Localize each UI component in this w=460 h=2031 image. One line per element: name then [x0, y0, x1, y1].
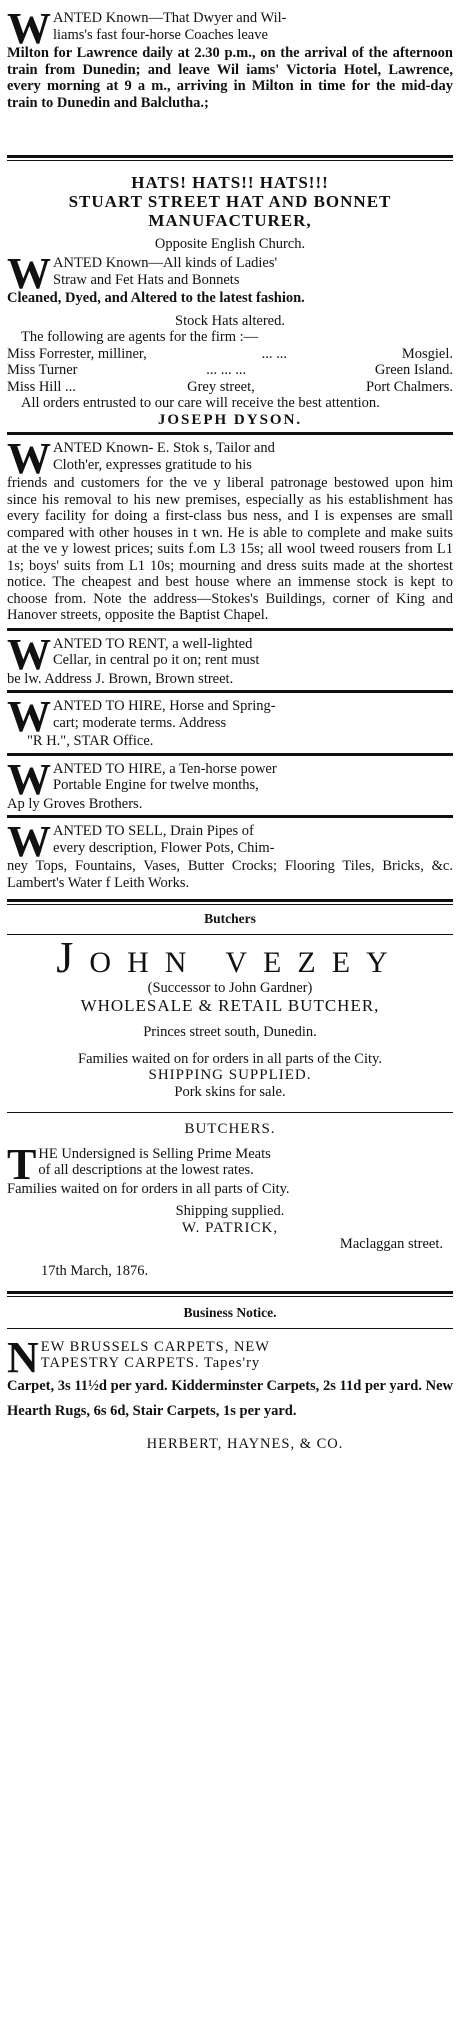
ad-carpets [7, 1332, 453, 1453]
drop-cap: W [7, 754, 51, 804]
ad-text-body: "R H.", STAR Office. [27, 733, 154, 749]
ad-text-line: EW BRUSSELS CARPETS, NEW [40, 1338, 270, 1355]
ad-text-body: friends and customers for the ve y liberal patronage bestowed upon him since his removal to his new premises, especially as his establishment has every facility for doing a first-class bus ness, and I is expenses are small compared with other houses in t wn. He is able to complete and make suits at the ve y lowest prices; suits f.om L3 15s; all wool tweed rousers from L1 1s; boys' suits from L1 10s; mourning and dress suits made at the shortest notice. The cheapest and best house where an immense stock is kept to choose from. Note the address—Stokes's Buildings, corner of King and Hanover streets, opposite the Baptist Chapel. [7, 475, 453, 623]
ad-address: Princes street south, Dunedin. [143, 1024, 317, 1040]
ad-text-line: ANTED Known—That Dwyer and Wil- [53, 10, 287, 26]
section-title: Business Notice. [183, 1305, 277, 1320]
ad-text-line: ANTED TO RENT, a well-lighted [53, 635, 253, 652]
ad-date: 17th March, 1876. [41, 1262, 149, 1279]
ad-text-line: ANTED TO SELL, Drain Pipes of [53, 823, 254, 839]
ad-text-body: Carpet, 3s 11½d per yard. Kidderminster Carpets, 2s 11d per yard. New Hearth Rugs, 6s 6d, Stair Carpets, 1s per yard. [7, 1377, 453, 1419]
section-title: Butchers [204, 911, 256, 926]
ad-text-line: ANTED TO HIRE, Horse and Spring- [53, 698, 276, 714]
agent-name: Miss Forrester, milliner, [7, 345, 147, 362]
ad-closing: All orders entrusted to our care will receive the best attention. [21, 395, 380, 411]
agent-row [7, 379, 453, 396]
divider [7, 628, 453, 631]
agent-row [7, 346, 453, 363]
drop-cap: W [7, 692, 51, 741]
ad-shipping: SHIPPING SUPPLIED. [148, 1067, 312, 1083]
ad-trade: WHOLESALE & RETAIL BUTCHER, [80, 996, 380, 1015]
ad-vezey [7, 932, 453, 1101]
drop-cap: W [7, 4, 51, 53]
ad-heading: HATS! HATS!! HATS!!! [131, 173, 329, 192]
ad-text-line: HE Undersigned is Selling Prime Meats [38, 1145, 271, 1162]
ad-rent [7, 629, 453, 688]
butcher-name-rest: OHN VEZEY [89, 945, 404, 979]
divider [7, 815, 453, 818]
drop-cap: W [7, 249, 51, 298]
drop-cap: W [7, 434, 51, 483]
ad-text-line: cart; moderate terms. Address [53, 714, 227, 731]
divider [7, 432, 453, 435]
drop-cap: N [7, 1332, 39, 1382]
ad-text-body: Milton for Lawrence daily at 2.30 p.m., on the arrival of the afternoon train from Dunedin; and leave Wil iams' Victoria Hotel, Lawrence, every morning at 9 a m., arriving in Milton in time for the mid-day train to Dunedin and Balclutha.; [7, 45, 453, 111]
ad-engine [7, 754, 453, 813]
ad-text-line: ANTED TO HIRE, a Ten-horse power [53, 760, 277, 777]
divider [7, 753, 453, 756]
ad-families: Families waited on for orders in all parts of the City. [78, 1050, 382, 1067]
agent-dots: ... ... ... [206, 362, 247, 378]
divider [7, 1291, 453, 1297]
drop-cap: J [56, 932, 90, 982]
ad-text-line: ANTED Known- E. Stok s, Tailor and [53, 440, 275, 456]
ad-tailor [7, 434, 453, 624]
agent-name: Miss Turner [7, 362, 78, 378]
ad-stock-note: Stock Hats altered. [175, 312, 285, 329]
ad-text-line: ANTED Known—All kinds of Ladies' [53, 255, 278, 271]
ad-text-body: Ap ly Groves Brothers. [7, 795, 143, 812]
divider [7, 1112, 453, 1113]
ad-coaches [7, 4, 453, 111]
agent-name: Miss Hill ... [7, 378, 76, 395]
ad-patrick [7, 1121, 453, 1279]
ad-heading: BUTCHERS. [184, 1121, 276, 1137]
ad-text-line: Portable Engine for twelve months, [53, 777, 259, 793]
ad-successor: (Successor to John Gardner) [147, 979, 313, 996]
agent-place: Port Chalmers. [366, 378, 453, 395]
ad-street: Maclaggan street. [339, 1236, 443, 1252]
drop-cap: W [7, 629, 51, 679]
ad-hats [7, 175, 453, 428]
agent-dots: ... ... [261, 345, 287, 362]
ad-text-body: Families waited on for orders in all parts of City. [7, 1180, 290, 1197]
ad-name: W. PATRICK, [181, 1219, 279, 1236]
ad-text-line: of all descriptions at the lowest rates. [38, 1162, 254, 1178]
agents-intro: The following are agents for the firm :— [21, 329, 259, 345]
ad-text-line: Cloth'er, expresses gratitude to his [53, 456, 252, 473]
divider [7, 690, 453, 693]
ad-shipping: Shipping supplied. [175, 1203, 285, 1219]
butcher-name [7, 932, 453, 982]
agent-place: Mosgiel. [401, 345, 453, 362]
drop-cap: T [7, 1139, 37, 1189]
ad-signature: HERBERT, HAYNES, & CO. [146, 1435, 344, 1452]
ad-text-body: be lw. Address J. Brown, Brown street. [7, 670, 234, 687]
ad-text-line: every description, Flower Pots, Chim- [53, 839, 275, 856]
ad-signature: JOSEPH DYSON. [157, 411, 303, 428]
divider [7, 899, 453, 905]
agent-place: Green Island. [374, 362, 453, 378]
ad-title: STUART STREET HAT AND BONNET MANUFACTURER, [68, 191, 392, 230]
ad-sell [7, 817, 453, 891]
ad-text-body: Cleaned, Dyed, and Altered to the latest fashion. [7, 290, 305, 306]
ad-pork: Pork skins for sale. [174, 1083, 286, 1100]
ad-text-line: TAPESTRY CARPETS. Tapes'ry [40, 1355, 261, 1371]
ad-subtitle: Opposite English Church. [154, 235, 306, 252]
agent-row [7, 362, 453, 379]
ad-text-line: Cellar, in central po it on; rent must [53, 652, 260, 668]
divider [7, 1328, 453, 1329]
agent-dots: Grey street, [187, 378, 255, 395]
ad-hire [7, 692, 453, 750]
ad-text-body: ney Tops, Fountains, Vases, Butter Crocks; Flooring Tiles, Bricks, &c. Lambert's Water f Leith Works. [7, 858, 453, 891]
ad-text-line: liams's fast four-horse Coaches leave [53, 26, 268, 43]
ad-text-line: Straw and Fet Hats and Bonnets [53, 271, 240, 288]
drop-cap: W [7, 817, 51, 866]
